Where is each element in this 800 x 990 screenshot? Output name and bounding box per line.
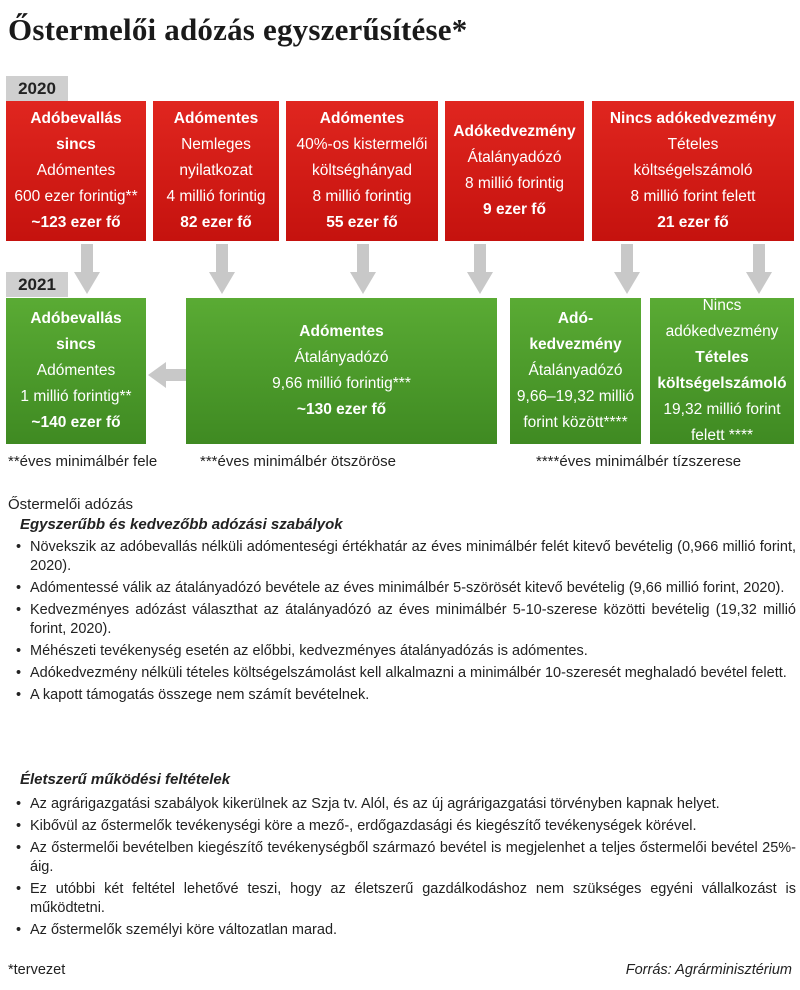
box-2020-nil-declaration xyxy=(153,101,279,241)
bullet-list-tax-rules xyxy=(8,538,796,708)
box-2021-itemized xyxy=(650,298,794,444)
year-label-2021: 2021 xyxy=(6,272,68,297)
box-2021-no-tax-return xyxy=(6,298,146,444)
box-line: sincs xyxy=(56,136,96,153)
bullet-item: • Adókedvezmény nélküli tételes költségelszámolást kell alkalmazni a minimálbér 10-szeresét meghaladó bevétel felett. xyxy=(8,664,796,683)
box-line: költségelszámoló xyxy=(633,162,753,179)
bullet-item: • Kedvezményes adózást választhat az átalányadózó az éves minimálbér 5-10-szerese közötti bevételig (19,32 millió forint, 2020). xyxy=(8,601,796,639)
box-line: költséghányad xyxy=(312,162,412,179)
box-line: 600 ezer forintig** xyxy=(14,188,138,205)
box-line: felett **** xyxy=(690,427,754,444)
bullet-item: • Ez utóbbi két feltétel lehetővé teszi, hogy az életszerű gazdálkodáshoz nem szükséges egyéni vállalkozást is működtetni. xyxy=(8,880,796,918)
box-line: 19,32 millió forint xyxy=(663,401,781,418)
arrow-left-icon xyxy=(148,362,186,388)
bullet-item: • Méhészeti tevékenység esetén az előbbi, kedvezményes átalányadózás is adómentes. xyxy=(8,642,796,661)
subsection-title-tax-rules: Egyszerűbb és kedvezőbb adózási szabályok xyxy=(20,516,343,533)
arrow-down-icon xyxy=(614,244,640,294)
box-line: 40%-os kistermelői xyxy=(296,136,428,153)
box-line: Adómentes xyxy=(36,362,116,379)
box-line: 8 millió forintig xyxy=(464,175,565,192)
box-line: Adó- xyxy=(557,310,594,327)
bullet-item: • A kapott támogatás összege nem számít bevételnek. xyxy=(8,686,796,705)
box-line: adókedvezmény xyxy=(665,323,779,340)
box-line: 1 millió forintig** xyxy=(20,388,132,405)
box-line: ~140 ezer fő xyxy=(31,414,121,431)
box-line: Adómentes xyxy=(299,323,384,340)
box-line: 4 millió forintig xyxy=(166,188,266,205)
box-line: nyilatkozat xyxy=(179,162,253,179)
box-line: Adómentes xyxy=(173,110,259,127)
box-line: ~123 ezer fő xyxy=(31,214,121,231)
bullet-item: • Kibővül az őstermelők tevékenységi köre a mező-, erdőgazdasági és kiegészítő tevékenységek körével. xyxy=(8,817,796,836)
box-line: Átalányadózó xyxy=(467,149,562,166)
footnote-half-minimum-wage: **éves minimálbér fele xyxy=(8,453,158,470)
box-2020-itemized xyxy=(592,101,794,241)
box-2021-flat-rate-exempt xyxy=(186,298,497,444)
box-2021-tax-relief xyxy=(510,298,641,444)
box-2020-flat-rate xyxy=(445,101,584,241)
box-line: 21 ezer fő xyxy=(657,214,729,231)
box-line: 9 ezer fő xyxy=(483,201,546,218)
box-line: sincs xyxy=(56,336,96,353)
box-line: 8 millió forint felett xyxy=(630,188,756,205)
arrow-down-icon xyxy=(74,244,100,294)
bullet-item: • Növekszik az adóbevallás nélküli adómenteségi értékhatár az éves minimálbér felét kitevő bevételig (0,966 millió forint, 2020). xyxy=(8,538,796,576)
box-line: 9,66–19,32 millió xyxy=(516,388,635,405)
footnote-ten-times-minimum-wage: ****éves minimálbér tízszerese xyxy=(536,453,742,470)
year-label-2020: 2020 xyxy=(6,76,68,101)
box-2020-no-tax-return xyxy=(6,101,146,241)
bullet-item: • Az őstermelők személyi köre változatlan marad. xyxy=(8,921,796,940)
source-note: Forrás: Agrárminisztérium xyxy=(625,962,792,978)
box-line: Adóbevallás xyxy=(30,110,122,127)
box-2020-cost-ratio xyxy=(286,101,438,241)
page-title: Őstermelői adózás egyszerűsítése* xyxy=(8,12,468,47)
box-line: Átalányadózó xyxy=(528,362,623,379)
draft-note: *tervezet xyxy=(8,962,66,978)
box-line: Nemleges xyxy=(181,136,251,153)
box-line: 9,66 millió forintig*** xyxy=(272,375,411,392)
bullet-item: • Az agrárigazgatási szabályok kikerülnek az Szja tv. Alól, és az új agrárigazgatási törvényben kapnak helyet. xyxy=(8,795,796,814)
arrow-down-icon xyxy=(467,244,493,294)
box-line: Adómentes xyxy=(36,162,116,179)
bullet-list-operating-conditions xyxy=(8,795,796,943)
bullet-item: • Adómentessé válik az átalányadózó bevétele az éves minimálbér 5-szörösét kitevő bevételig (9,66 millió forint, 2020). xyxy=(8,579,796,598)
arrow-down-icon xyxy=(209,244,235,294)
box-line: Tételes xyxy=(667,136,719,153)
box-line: Tételes xyxy=(695,349,749,366)
box-line: 8 millió forintig xyxy=(312,188,412,205)
subsection-title-operating-conditions: Életszerű működési feltételek xyxy=(20,771,231,788)
box-line: költségelszámoló xyxy=(657,375,787,392)
box-line: Átalányadózó xyxy=(294,349,389,366)
box-line: ~130 ezer fő xyxy=(296,401,387,418)
bullet-item: • Az őstermelői bevételben kiegészítő tevékenységből származó bevétel is megjelenhet a teljes őstermelői bevétel 25%-áig. xyxy=(8,839,796,877)
footnote-five-times-minimum-wage: ***éves minimálbér ötszöröse xyxy=(200,453,396,470)
box-line: Nincs xyxy=(702,297,742,314)
box-line: Adómentes xyxy=(319,110,405,127)
box-line: forint között**** xyxy=(523,414,628,431)
box-line: Nincs adókedvezmény xyxy=(609,110,777,127)
box-line: Adókedvezmény xyxy=(453,123,576,140)
arrow-down-icon xyxy=(350,244,376,294)
box-line: kedvezmény xyxy=(529,336,622,353)
box-line: 55 ezer fő xyxy=(326,214,398,231)
box-line: 82 ezer fő xyxy=(180,214,252,231)
arrow-down-icon xyxy=(746,244,772,294)
box-line: Adóbevallás xyxy=(30,310,122,327)
section-title: Őstermelői adózás xyxy=(8,496,134,513)
